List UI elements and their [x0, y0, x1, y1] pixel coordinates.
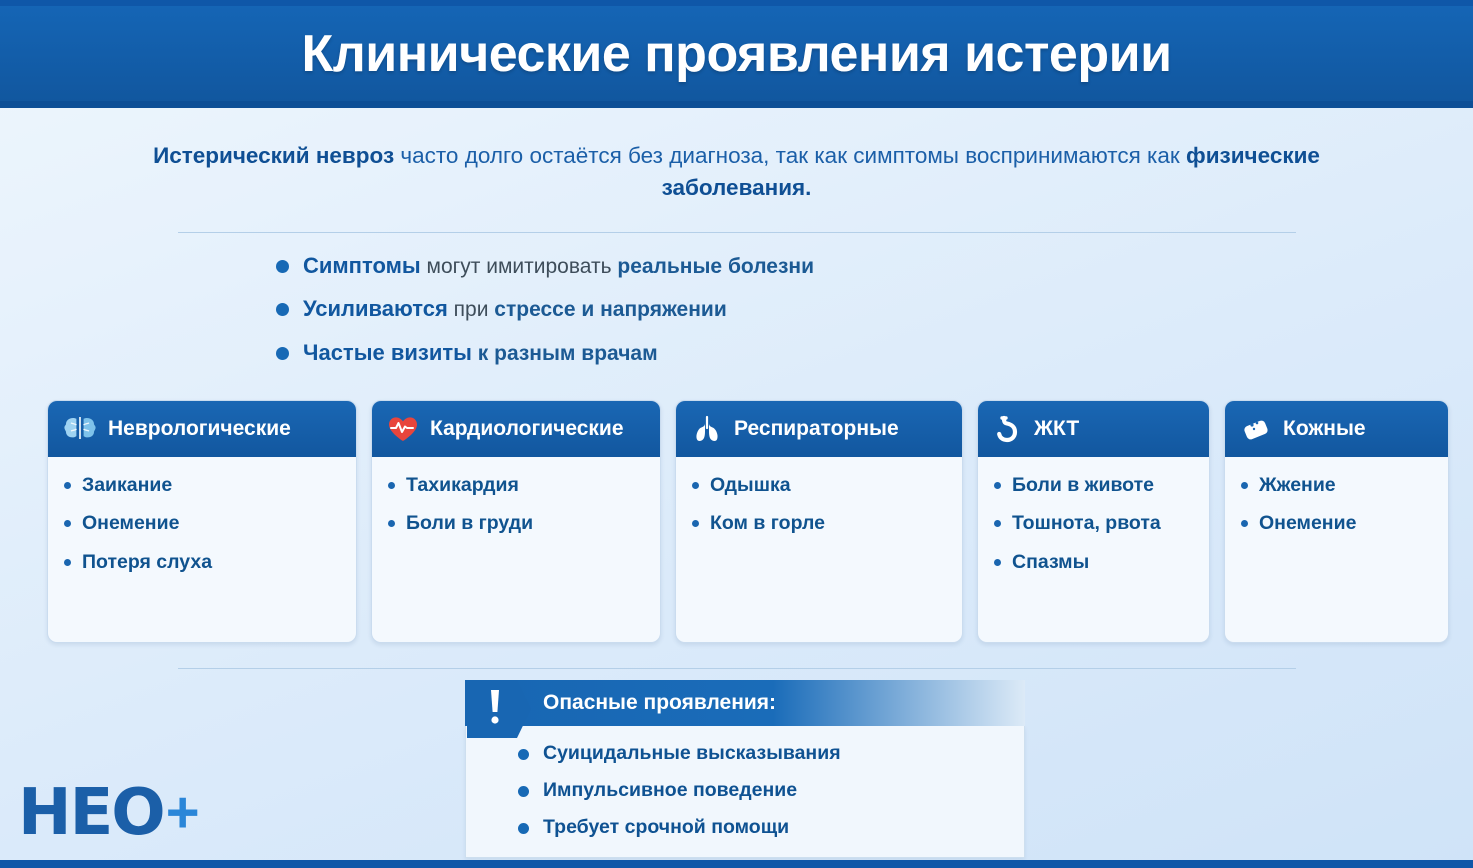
bullet-dot-icon [518, 823, 529, 834]
bullet-dot-icon [692, 520, 699, 527]
danger-item-label: Импульсивное поведение [543, 779, 798, 801]
list-item [64, 550, 340, 574]
bullet-dot-icon [388, 482, 395, 489]
bullet-dot-icon [1241, 482, 1248, 489]
card-item-label: Спазмы [1012, 550, 1090, 573]
stomach-icon [992, 414, 1024, 444]
card-cardiological [371, 400, 661, 643]
warning-icon [465, 678, 539, 740]
bullet-dot-icon [276, 260, 289, 273]
intro-paragraph [0, 140, 1473, 204]
list-item [276, 252, 814, 280]
card-item-label: Онемение [1259, 512, 1357, 535]
card-body [1225, 457, 1448, 642]
card-title: Кардиологические [430, 417, 624, 440]
heart-pulse-icon [386, 414, 420, 444]
key-point-normal: при [447, 298, 495, 322]
brand-logo [18, 776, 200, 850]
list-item [994, 473, 1193, 497]
header-bottom-rule [0, 101, 1473, 108]
card-header [978, 401, 1209, 457]
card-item-label: Тахикардия [406, 474, 519, 496]
card-gastrointestinal [977, 400, 1210, 643]
key-point-normal: могут имитировать [420, 255, 618, 278]
card-item-label: Ком в горле [710, 512, 825, 535]
card-item-label: Жжение [1259, 474, 1336, 496]
header-band [0, 6, 1473, 101]
bullet-dot-icon [1241, 520, 1248, 527]
logo-wordmark: HEO [18, 776, 164, 850]
list-item [518, 779, 1004, 802]
card-body [372, 457, 660, 642]
key-point-mid: к разным врачам [477, 341, 658, 365]
key-point-text [303, 252, 814, 280]
bullet-dot-icon [64, 482, 71, 489]
card-item-label: Онемение [82, 512, 180, 535]
key-point-mid: реальные болезни [617, 255, 814, 278]
key-points-list [276, 252, 814, 382]
list-item [276, 295, 814, 323]
card-title: Неврологические [108, 417, 291, 440]
brain-icon [62, 414, 98, 444]
list-item [276, 339, 814, 367]
card-title: Кожные [1283, 417, 1366, 440]
list-item [1241, 511, 1432, 535]
list-item [388, 473, 644, 497]
danger-item-label: Суицидальные высказывания [543, 742, 841, 764]
bullet-dot-icon [388, 520, 395, 527]
card-header [1225, 401, 1448, 457]
card-item-label: Боли в груди [406, 512, 534, 535]
card-item-label: Заикание [82, 474, 173, 496]
bullet-dot-icon [518, 786, 529, 797]
lungs-icon [690, 414, 724, 444]
bullet-dot-icon [692, 482, 699, 489]
key-point-strong: Усиливаются [303, 296, 448, 322]
card-header [48, 401, 356, 457]
card-item-label: Одышка [710, 474, 791, 496]
list-item [994, 550, 1193, 574]
list-item [388, 511, 644, 535]
danger-item-label: Требует срочной помощи [543, 816, 790, 838]
page-header [0, 0, 1473, 108]
list-item [64, 473, 340, 497]
key-point-mid: стрессе и напряжении [494, 298, 727, 322]
bullet-dot-icon [64, 520, 71, 527]
skin-patch-icon [1239, 414, 1273, 444]
key-point-strong: Частые визиты [303, 339, 472, 365]
bullet-dot-icon [64, 559, 71, 566]
card-title: ЖКТ [1034, 417, 1080, 440]
danger-title: Опасные проявления: [543, 691, 777, 714]
list-item [518, 816, 1004, 839]
danger-body [465, 726, 1025, 858]
divider-top [178, 232, 1296, 233]
intro-strong: физические заболевания. [661, 143, 1320, 200]
bullet-dot-icon [994, 520, 1001, 527]
footer-rule [0, 860, 1473, 868]
card-skin [1224, 400, 1449, 643]
card-item-label: Потеря слуха [82, 550, 213, 573]
bullet-dot-icon [276, 347, 289, 360]
key-point-strong: Симптомы [303, 253, 421, 278]
bullet-dot-icon [518, 749, 529, 760]
card-body [48, 457, 356, 642]
logo-plus-icon: + [165, 780, 200, 845]
card-body [978, 457, 1209, 642]
card-title: Респираторные [734, 417, 899, 440]
card-neurological [47, 400, 357, 643]
list-item [64, 511, 340, 535]
category-cards [47, 400, 1449, 643]
card-respiratory [675, 400, 963, 643]
card-header [676, 401, 962, 457]
card-item-label: Тошнота, рвота [1012, 512, 1161, 535]
bullet-dot-icon [994, 559, 1001, 566]
list-item [692, 473, 946, 497]
danger-callout [465, 680, 1025, 858]
intro-lead: Истерический невроз [153, 143, 395, 168]
bullet-dot-icon [994, 482, 1001, 489]
card-body [676, 457, 962, 642]
danger-header [465, 680, 1025, 726]
page-title: Клинические проявления истерии [301, 24, 1172, 83]
card-header [372, 401, 660, 457]
key-point-text [303, 295, 727, 323]
list-item [518, 742, 1004, 765]
card-item-label: Боли в животе [1012, 474, 1155, 496]
bullet-dot-icon [276, 303, 289, 316]
list-item [994, 511, 1193, 535]
list-item [1241, 473, 1432, 497]
list-item [692, 511, 946, 535]
intro-middle: часто долго остаётся без диагноза, так как симптомы воспринимаются как [394, 143, 1186, 168]
divider-bottom [178, 668, 1296, 669]
key-point-text [303, 339, 658, 367]
